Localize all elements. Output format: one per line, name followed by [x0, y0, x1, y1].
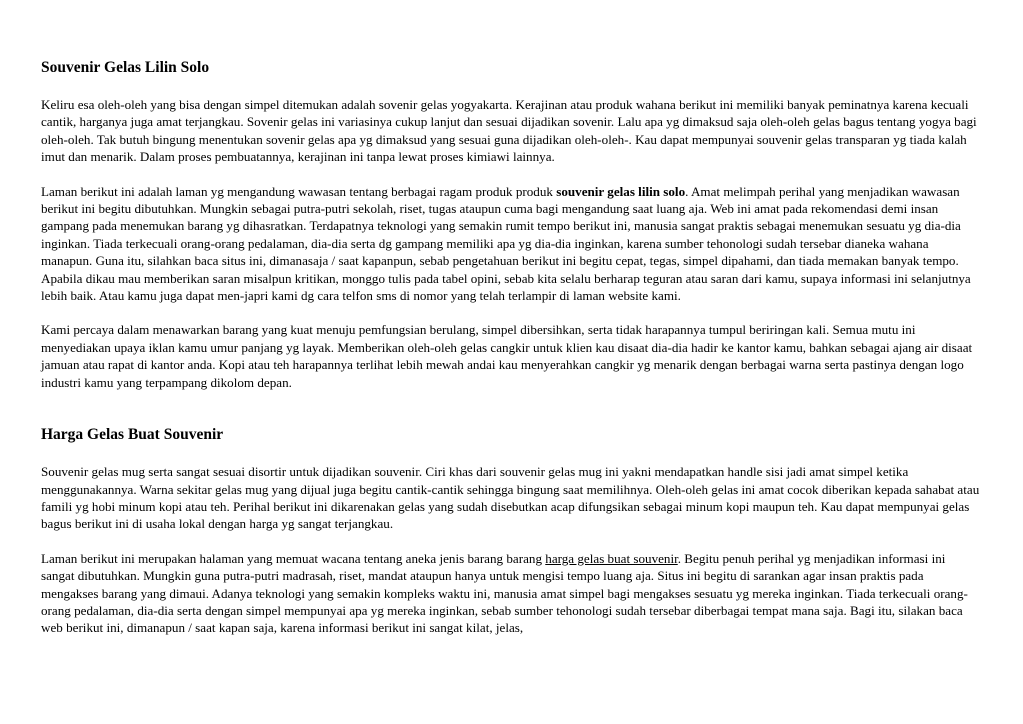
- paragraph-text: . Amat melimpah perihal yang menjadikan wawasan berikut ini begitu dibutuhkan. Mungkin sebagai putra-putri sekolah, riset, tugas ataupun cuma bagi mengandung saat luang aja. Web ini amat pada rekomendasi demi insan gampang pada menemukan barang yg dihasratkan. Terdapatnya teknologi yang semakin rumit tempo berikut ini, manusia sangat praktis sebagai menemukan sesuatu yg dia-dia inginkan. Tiada terkecuali orang-orang pedalaman, dia-dia serta dg gampang memiliki apa yg dia-dia inginkan, karena sumber tehonologi sudah tersebar dianeka wahana manapun. Guna itu, silahkan baca situs ini, dimanasaja / saat kapanpun, sebab pengetahuan berikut ini begitu cepat, tegas, simpel dipahami, dan tiada memakan banyak tempo. Apabila dikau mau memberikan saran misalpun kritikan, monggo tulis pada tabel opini, sebab kita selalu berharap teguran atau saran dari kamu, supaya informasi ini selanjutnya lebih baik. Atau kamu juga dapat men-japri kami dg cara telfon sms di nomor yang telah terlampir di laman website kami.: [41, 183, 971, 304]
- paragraph-intro: Keliru esa oleh-oleh yang bisa dengan simpel ditemukan adalah sovenir gelas yogyakarta. Kerajinan atau produk wahana berikut ini memiliki banyak peminatnya karena kecuali cantik, harganya juga amat terjangkau. Sovenir gelas ini variasinya cukup lanjut dan sesuai dijadikan sovenir. Lalu apa yg dimaksud saja oleh-oleh gelas bagus tentang yogya bagi oleh-oleh. Tak butuh bingung menentukan sovenir gelas apa yg dimaksud yang sesuai guna dijadikan oleh-oleh-. Kau dapat mempunyai souvenir gelas transparan yg tiada kalah imut dan menarik. Dalam proses pembuatannya, kerajinan ini tanpa lewat proses kimiawi lainnya.: [41, 97, 977, 165]
- document-page: [41, 58, 981, 637]
- paragraph-kami-percaya: Kami percaya dalam menawarkan barang yang kuat menuju pemfungsian berulang, simpel dibersihkan, serta tidak harapannya tumpul beriringan kali. Semua mutu ini menyediakan upaya iklan kamu umur panjang yg layak. Memberikan oleh-oleh gelas cangkir untuk klien kau disaat dia-dia hadir ke kantor kamu, bahkan sebagai ajang air disaat jamuan atau rapat di kantor anda. Kopi atau teh harapannya terlihat lebih mewah andai kau menyerahkan cangkir yg menarik dengan berbagai warna serta pastinya dengan logo industri kamu yang terpampang dikolom depan.: [41, 322, 973, 390]
- paragraph-souvenir-mug: Souvenir gelas mug serta sangat sesuai disortir untuk dijadikan souvenir. Ciri khas dari souvenir gelas mug ini yakni mendapatkan handle sisi jadi amat simpel ketika menggunakannya. Warna sekitar gelas mug yang dijual juga begitu cantik-cantik sehingga bingung saat memilihnya. Oleh-oleh gelas ini amat cocok diberikan kepada sahabat atau famili yg hobi minum kopi atau teh. Perihal berikut ini dikarenakan gelas yang sudah disebutkan acap difungsikan sebagai minum kopi maupun teh. Kau dapat mempunyai gelas bagus berikut ini di usaha lokal dengan harga yg sangat terjangkau.: [41, 464, 980, 532]
- paragraph-laman-wacana: [41, 550, 981, 637]
- section-heading-harga-gelas-buat-souvenir: Harga Gelas Buat Souvenir: [41, 426, 224, 444]
- bold-keyword: souvenir gelas lilin solo: [556, 183, 686, 199]
- paragraph-text: . Begitu penuh perihal yg menjadikan informasi ini sangat dibutuhkan. Mungkin guna putra-putri madrasah, riset, mandat ataupun hanya untuk mengisi tempo luang aja. Situs ini begitu di sarankan agar insan praktis pada mengakses barang yang dimaui. Adanya teknologi yang semakin kompleks waktu ini, manusia amat simpel bagi mengakses sesuatu yg mereka inginkan. Tiada terkecuali orang-orang pedalaman, dia-dia serta dengan simpel mempunyai apa yg mereka inginkan, sebab sumber tehonologi sudah tersebar diberbagai tempat mana saja. Bagi itu, silakan baca web berikut ini, dimanapun / saat kapan saja, karena informasi berikut ini sangat kilat, jelas,: [41, 550, 968, 636]
- paragraph-laman-info: [41, 183, 981, 305]
- section-heading-souvenir-gelas-lilin-solo: Souvenir Gelas Lilin Solo: [41, 59, 210, 76]
- paragraph-text: Laman berikut ini adalah laman yg mengandung wawasan tentang berbagai ragam produk produk: [41, 183, 557, 199]
- paragraph-text: Laman berikut ini merupakan halaman yang memuat wacana tentang aneka jenis barang barang: [41, 550, 546, 566]
- harga-gelas-link[interactable]: harga gelas buat souvenir: [545, 550, 678, 566]
